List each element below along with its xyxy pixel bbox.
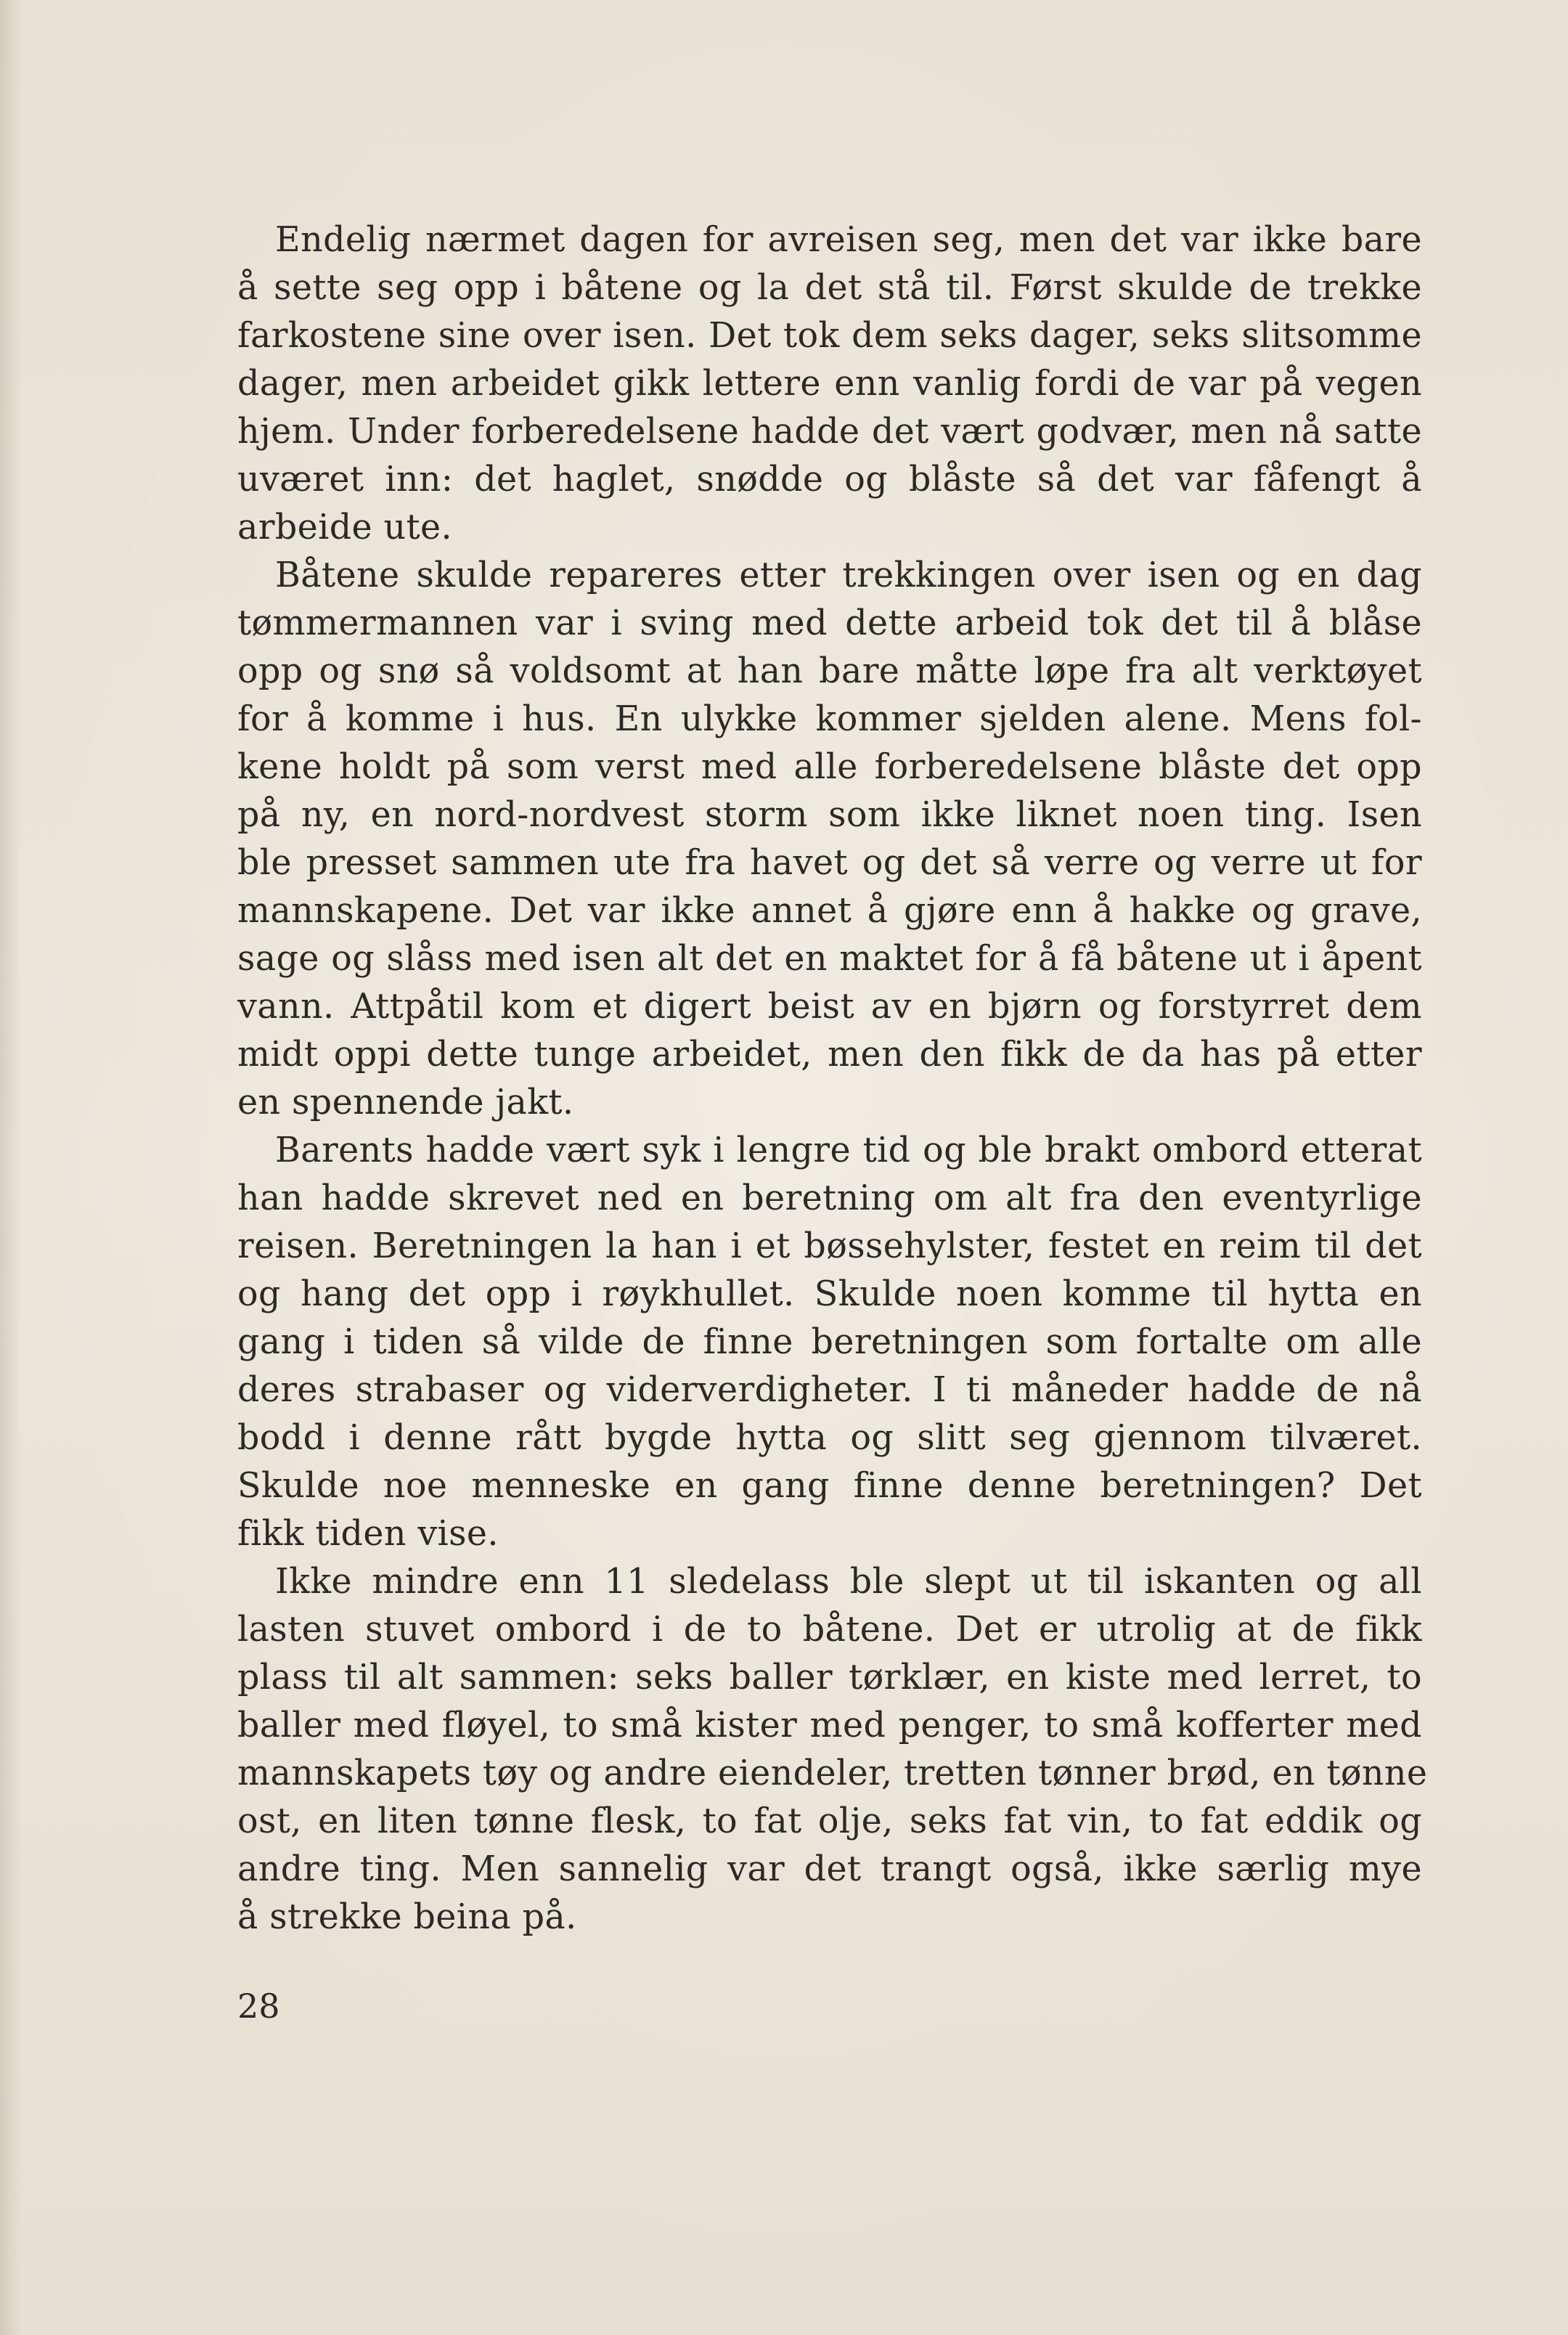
text-line: Barents hadde vært syk i lengre tid og ble brakt ombord etterat (275, 1130, 1422, 1170)
text-line: farkostene sine over isen. Det tok dem seks dager, seks slitsomme (237, 316, 1422, 356)
text-line: mannskapets tøy og andre eiendeler, tretten tønner brød, en tønne (237, 1753, 1428, 1793)
text-line: mannskapene. Det var ikke annet å gjøre enn å hakke og grave, (237, 891, 1422, 931)
text-line: arbeide ute. (237, 508, 453, 547)
text-line: å strekke beina på. (237, 1897, 577, 1937)
text-line: Skulde noe menneske en gang finne denne beretningen? Det (237, 1466, 1422, 1506)
text-line: tømmermannen var i sving med dette arbeid tok det til å blåse (237, 603, 1422, 643)
text-line: ost, en liten tønne flesk, to fat olje, seks fat vin, to fat eddik og (237, 1801, 1422, 1841)
text-line: dager, men arbeidet gikk lettere enn vanlig fordi de var på vegen (237, 364, 1422, 404)
paragraph-4 (237, 1558, 1428, 1941)
text-line: andre ting. Men sannelig var det trangt også, ikke særlig mye (237, 1849, 1422, 1889)
paragraph-1 (237, 216, 1422, 552)
text-line: for å komme i hus. En ulykke kommer sjelden alene. Mens fol- (237, 699, 1422, 739)
text-line: reisen. Beretningen la han i et bøssehylster, festet en reim til det (237, 1226, 1422, 1266)
text-line: plass til alt sammen: seks baller tørklær, en kiste med lerret, to (237, 1658, 1422, 1698)
text-line: lasten stuvet ombord i de to båtene. Det er utrolig at de fikk (237, 1610, 1422, 1650)
text-line: gang i tiden så vilde de finne beretningen som fortalte om alle (237, 1322, 1422, 1362)
paragraph-3 (237, 1127, 1422, 1558)
paragraph-2 (237, 552, 1422, 1127)
text-line: kene holdt på som verst med alle forberedelsene blåste det opp (237, 747, 1422, 787)
text-line: fikk tiden vise. (237, 1514, 499, 1554)
text-line: deres strabaser og viderverdigheter. I ti måneder hadde de nå (237, 1370, 1422, 1410)
text-line: på ny, en nord-nordvest storm som ikke liknet noen ting. Isen (237, 795, 1422, 835)
text-line: baller med fløyel, to små kister med penger, to små kofferter med (237, 1706, 1422, 1745)
text-line: Båtene skulde repareres etter trekkingen over isen og en dag (275, 555, 1422, 595)
text-line: og hang det opp i røykhullet. Skulde noen komme til hytta en (237, 1274, 1422, 1314)
text-line: han hadde skrevet ned en beretning om alt fra den eventyrlige (237, 1178, 1422, 1218)
text-line: å sette seg opp i båtene og la det stå til. Først skulde de trekke (237, 268, 1422, 308)
text-line: midt oppi dette tunge arbeidet, men den fikk de da has på etter (237, 1035, 1422, 1075)
text-line: sage og slåss med isen alt det en maktet for å få båtene ut i åpent (237, 939, 1422, 979)
text-line: uværet inn: det haglet, snødde og blåste så det var fåfengt å (237, 460, 1422, 500)
page-number: 28 (237, 1986, 280, 2026)
text-line: Endelig nærmet dagen for avreisen seg, men det var ikke bare (275, 220, 1422, 260)
text-line: Ikke mindre enn 11 sledelass ble slept ut til iskanten og all (275, 1562, 1422, 1602)
text-line: bodd i denne rått bygde hytta og slitt seg gjennom tilværet. (237, 1418, 1422, 1458)
text-line: opp og snø så voldsomt at han bare måtte løpe fra alt verktøyet (237, 651, 1422, 691)
text-line: vann. Attpåtil kom et digert beist av en bjørn og forstyrret dem (237, 987, 1422, 1027)
body-text (237, 216, 1428, 1941)
text-line: en spennende jakt. (237, 1083, 574, 1122)
text-line: ble presset sammen ute fra havet og det så verre og verre ut for (237, 843, 1422, 883)
text-line: hjem. Under forberedelsene hadde det vært godvær, men nå satte (237, 412, 1422, 452)
